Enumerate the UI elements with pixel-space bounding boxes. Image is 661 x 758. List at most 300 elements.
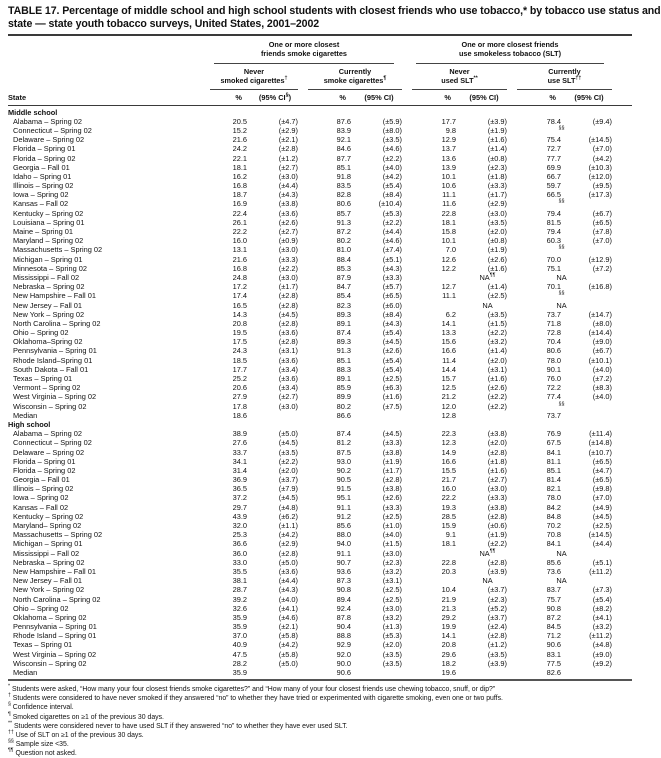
ci-cell: (±1.1) [278, 521, 298, 531]
ci-cell: (±7.9) [278, 484, 298, 494]
ci-cell: (±3.2) [592, 622, 612, 632]
percent-cell: 70.4 [546, 337, 561, 347]
percent-cell: 13.3 [441, 328, 456, 338]
ci-cell: (±4.0) [592, 392, 612, 402]
ci-cell [459, 411, 509, 420]
ci-cell: (±11.4) [589, 429, 612, 439]
ci-cell: (±6.7) [592, 208, 612, 218]
ci-cell: (±9.2) [592, 658, 612, 668]
ci-cell: (±2.2) [278, 263, 298, 273]
ci-cell: (±4.5) [382, 337, 402, 347]
percent-cell: 12.3 [441, 438, 456, 448]
percent-cell: 84.1 [546, 447, 561, 457]
percent-cell: 19.5 [232, 328, 247, 338]
table-row [8, 264, 632, 273]
percent-cell: 85.3 [336, 263, 351, 273]
ci-cell: (±14.4) [588, 328, 612, 338]
state-cell: Wisconsin – Spring 02 [13, 401, 87, 411]
ci-cell: (±1.5) [382, 539, 402, 549]
ci-cell: (±5.4) [382, 364, 402, 374]
state-cell: Texas – Spring 01 [13, 640, 73, 650]
state-cell: Alabama – Spring 02 [13, 429, 83, 439]
ci-cell: (±4.0) [382, 530, 402, 540]
footnote-marker: ¶ [8, 711, 11, 718]
table-row [8, 631, 632, 640]
percent-cell: 87.4 [336, 328, 351, 338]
ci-cell: (±3.3) [382, 438, 402, 448]
ci-cell: (±14.5) [588, 135, 612, 145]
ci-cell: (±2.5) [592, 521, 612, 531]
ci-cell: (±3.6) [278, 208, 298, 218]
ci-cell: (±4.6) [382, 144, 402, 154]
percent-cell: 78.0 [546, 355, 561, 365]
table-row [8, 291, 632, 300]
ci-cell: (±4.5) [278, 309, 298, 319]
percent-cell: 24.3 [232, 346, 247, 356]
ci-cell: (±4.2) [382, 171, 402, 181]
ci-cell: (±5.9) [382, 116, 402, 126]
percent-cell: 17.7 [232, 364, 247, 374]
ci-cell: (±4.1) [278, 603, 298, 613]
ci-cell: (±3.2) [487, 337, 507, 347]
percent-cell: 72.8 [546, 328, 561, 338]
percent-cell: 17.5 [232, 337, 247, 347]
ci-cell: (±0.6) [487, 521, 507, 531]
percent-cell: 19.6 [441, 668, 456, 678]
percent-cell: 88.4 [336, 254, 351, 264]
state-cell: Minnesota – Spring 02 [13, 263, 87, 273]
percent-cell: 81.1 [546, 456, 561, 466]
special-value-cell: §§ [558, 244, 565, 251]
state-cell: Florida – Spring 01 [13, 456, 76, 466]
percent-cell: 78.4 [546, 116, 561, 126]
ci-cell: (±8.4) [382, 309, 402, 319]
percent-cell: 87.8 [336, 612, 351, 622]
percent-cell: 37.0 [232, 631, 247, 641]
footnote: ** Students were considered never to have used SLT if they answered “no” to whether they have ever used SLT. [8, 720, 348, 730]
table-row [8, 301, 632, 310]
percent-cell: 81.5 [546, 217, 561, 227]
ci-cell: (±2.2) [487, 392, 507, 402]
ci-cell: (±3.1) [487, 364, 507, 374]
percent-cell: 14.1 [441, 318, 456, 328]
table-row [8, 668, 632, 677]
percent-cell: 17.4 [232, 291, 247, 301]
ci-cell: (±2.0) [382, 640, 402, 650]
state-cell: Nebraska – Spring 02 [13, 282, 85, 292]
ci-cell: (±11.2) [589, 566, 612, 576]
ci-cell: (±3.3) [487, 181, 507, 191]
ci-cell: (±4.5) [592, 511, 612, 521]
ci-cell [250, 411, 300, 420]
table-row [8, 613, 632, 622]
state-cell: Vermont – Spring 02 [13, 383, 81, 393]
percent-cell: 24.8 [232, 272, 247, 282]
table-row [8, 255, 632, 264]
ci-cell: (±2.8) [487, 447, 507, 457]
percent-cell: 89.1 [336, 318, 351, 328]
table-row [8, 622, 632, 631]
ci-cell: (±4.8) [278, 502, 298, 512]
percent-cell: 67.5 [546, 438, 561, 448]
ci-cell [250, 668, 300, 677]
percent-cell: 16.2 [232, 171, 247, 181]
percent-cell: 22.2 [232, 227, 247, 237]
table-row [8, 585, 632, 594]
special-value-cell: NA [556, 548, 567, 558]
state-cell: Florida – Spring 01 [13, 144, 76, 154]
percent-cell: 87.2 [336, 227, 351, 237]
col-never-used-slt: Never used SLT** [404, 64, 509, 90]
ci-cell: (±6.2) [278, 511, 298, 521]
percent-cell: 10.1 [441, 171, 456, 181]
state-cell: New Hampshire – Fall 01 [13, 291, 96, 301]
ci-cell: (±1.2) [487, 640, 507, 650]
state-cell: Wisconsin – Spring 02 [13, 658, 87, 668]
ci-cell: (±10.7) [588, 447, 612, 457]
percent-cell: 70.0 [546, 254, 561, 264]
footnote-marker: ¶ [383, 75, 387, 82]
state-cell: New Jersey – Fall 01 [13, 576, 83, 586]
ci-cell: (±2.8) [278, 291, 298, 301]
table-row [8, 392, 632, 401]
footnote-marker: †† [8, 729, 14, 736]
percent-cell: 80.6 [336, 199, 351, 209]
ci-cell: (±2.2) [382, 153, 402, 163]
state-cell: Pennsylvania – Spring 01 [13, 346, 97, 356]
table-row [8, 539, 632, 548]
ci-cell: (±5.4) [592, 594, 612, 604]
table-row [8, 374, 632, 383]
ci-cell: (±3.0) [278, 272, 298, 282]
ci-cell: (±4.3) [278, 585, 298, 595]
percent-cell: 20.6 [232, 383, 247, 393]
ci-cell: (±3.9) [487, 658, 507, 668]
table-row [8, 328, 632, 337]
ci-cell: (±2.3) [487, 594, 507, 604]
percent-cell: 80.6 [546, 346, 561, 356]
percent-cell: 29.2 [441, 612, 456, 622]
ci-cell: (±7.0) [592, 144, 612, 154]
percent-cell: 12.9 [441, 135, 456, 145]
ci-cell: (±2.2) [487, 328, 507, 338]
ci-cell: (±4.7) [278, 116, 298, 126]
state-cell: Kansas – Fall 02 [13, 199, 69, 209]
percent-cell: 87.9 [336, 272, 351, 282]
ci-cell: (±5.0) [278, 658, 298, 668]
percent-cell: 83.5 [336, 181, 351, 191]
ci-cell: (±2.5) [382, 594, 402, 604]
ci-cell: (±1.9) [487, 245, 507, 255]
footnote-marker: ** [473, 75, 478, 82]
percent-cell: 22.8 [441, 208, 456, 218]
percent-cell: 18.1 [441, 539, 456, 549]
ci-cell: (±1.8) [487, 456, 507, 466]
state-cell: Kansas – Fall 02 [13, 502, 69, 512]
state-cell: South Dakota – Fall 01 [13, 364, 89, 374]
ci-cell: (±5.0) [278, 557, 298, 567]
ci-cell: (±1.2) [278, 153, 298, 163]
table-row [8, 383, 632, 392]
ci-cell: (±1.5) [487, 318, 507, 328]
ci-cell: (±1.8) [487, 171, 507, 181]
percent-cell: 66.5 [546, 190, 561, 200]
percent-cell: 87.5 [336, 447, 351, 457]
table-row [8, 448, 632, 457]
special-value-cell: NA [556, 300, 567, 310]
table-row [8, 567, 632, 576]
percent-cell: 14.4 [441, 364, 456, 374]
percent-cell: 82.3 [336, 300, 351, 310]
percent-cell: 76.0 [546, 374, 561, 384]
percent-cell: 85.6 [336, 521, 351, 531]
ci-cell: (±5.7) [382, 282, 402, 292]
percent-cell: 66.7 [546, 171, 561, 181]
ci-cell: (±2.5) [382, 374, 402, 384]
table-row [8, 411, 632, 420]
footnote: §§ Sample size <35. [8, 738, 69, 748]
percent-cell: 27.9 [232, 392, 247, 402]
percent-cell: 38.1 [232, 576, 247, 586]
footnotes [8, 685, 632, 758]
percent-cell: 27.6 [232, 438, 247, 448]
ci-cell: (±5.3) [382, 208, 402, 218]
percent-cell: 35.9 [232, 612, 247, 622]
state-cell: West Virginia – Spring 02 [13, 649, 97, 659]
percent-cell: 90.8 [546, 603, 561, 613]
pct-header: % [339, 92, 346, 102]
ci-cell: (±7.2) [592, 374, 612, 384]
percent-cell: 83.9 [336, 125, 351, 135]
table-row [8, 163, 632, 172]
state-cell: Maine – Spring 01 [13, 227, 73, 237]
percent-cell: 87.6 [336, 116, 351, 126]
ci-cell: (±2.7) [278, 162, 298, 172]
percent-cell: 89.9 [336, 392, 351, 402]
footnote-marker: † [8, 693, 11, 700]
ci-cell: (±10.4) [378, 199, 402, 209]
percent-cell: 47.5 [232, 649, 247, 659]
table-row [8, 356, 632, 365]
ci-cell: (±3.0) [278, 245, 298, 255]
ci-cell: (±2.1) [278, 622, 298, 632]
percent-cell: 70.8 [546, 530, 561, 540]
percent-cell: 16.0 [232, 236, 247, 246]
percent-cell: 22.4 [232, 208, 247, 218]
section-label: High school [8, 419, 51, 429]
ci-cell: (±1.7) [487, 190, 507, 200]
footnote-marker: § [285, 92, 289, 99]
percent-cell: 72.7 [546, 144, 561, 154]
state-cell: Michigan – Spring 01 [13, 254, 83, 264]
table-row [8, 530, 632, 539]
ci-cell: (±3.5) [382, 649, 402, 659]
percent-cell: 15.5 [441, 465, 456, 475]
percent-cell: 88.0 [336, 530, 351, 540]
ci-cell: (±3.9) [487, 116, 507, 126]
footnote: † Students were considered to have never smoked if they answered “no” to whether they have tried or experimented with cigarette smoking, even one or two puffs. [8, 693, 503, 703]
header-spacer [8, 36, 202, 64]
ci-cell: (±3.5) [487, 309, 507, 319]
table-row [8, 466, 632, 475]
percent-cell: 15.7 [441, 374, 456, 384]
state-cell: West Virginia – Spring 02 [13, 392, 97, 402]
ci-cell: (±4.1) [592, 612, 612, 622]
ci-cell: (±3.1) [278, 346, 298, 356]
state-cell: Massachusetts – Spring 02 [13, 530, 103, 540]
ci-cell: (±3.6) [278, 566, 298, 576]
ci-cell: (±4.9) [592, 502, 612, 512]
state-cell: Connecticut – Spring 02 [13, 125, 92, 135]
table-title-line-1: TABLE 17. Percentage of middle school and high school students with closest friends who use tobacco,* by tobacco use status and [8, 5, 661, 17]
table-row [8, 521, 632, 530]
table-row [8, 190, 632, 199]
pct-header: % [549, 92, 556, 102]
special-value-cell: NA [482, 576, 493, 586]
ci-cell: (±4.0) [278, 594, 298, 604]
ci-cell: (±1.4) [487, 346, 507, 356]
percent-cell: 15.2 [232, 125, 247, 135]
percent-cell: 16.8 [232, 181, 247, 191]
table-row [8, 650, 632, 659]
table-title [8, 5, 661, 31]
footnote: ¶¶ Question not asked. [8, 747, 77, 757]
percent-cell: 80.2 [336, 401, 351, 411]
table-row [8, 282, 632, 291]
ci-cell: (±3.0) [278, 401, 298, 411]
ci-cell: (±3.6) [278, 355, 298, 365]
ci-cell: (±9.0) [592, 337, 612, 347]
percent-cell: 91.8 [336, 171, 351, 181]
ci-cell: (±5.0) [278, 429, 298, 439]
percent-cell: 92.0 [336, 649, 351, 659]
ci-cell: (±2.2) [278, 456, 298, 466]
ci-cell: (±3.5) [382, 135, 402, 145]
percent-cell: 95.1 [336, 493, 351, 503]
ci-cell: (±5.4) [382, 328, 402, 338]
state-cell: Michigan – Spring 01 [13, 539, 83, 549]
percent-cell: 31.4 [232, 465, 247, 475]
ci-cell: (±3.0) [278, 171, 298, 181]
ci-cell: (±4.0) [382, 162, 402, 172]
percent-cell: 16.8 [232, 263, 247, 273]
percent-cell: 90.2 [336, 465, 351, 475]
percent-cell: 81.2 [336, 438, 351, 448]
state-cell: Kentucky – Spring 02 [13, 511, 84, 521]
percent-cell: 84.2 [546, 502, 561, 512]
ci-cell: (±5.4) [382, 355, 402, 365]
ci-cell: (±7.0) [592, 236, 612, 246]
percent-cell: 78.0 [546, 493, 561, 503]
percent-cell: 75.1 [546, 263, 561, 273]
percent-cell: 90.0 [336, 658, 351, 668]
special-value-cell: §§ [558, 290, 565, 297]
ci-cell: (±5.1) [592, 557, 612, 567]
percent-cell: 7.0 [445, 245, 456, 255]
table-row [8, 457, 632, 466]
ci-cell: (±6.5) [592, 475, 612, 485]
ci-cell: (±2.0) [487, 438, 507, 448]
footnote-marker: † [284, 75, 288, 82]
ci-header: (95% CI) [574, 92, 604, 102]
percent-cell: 73.7 [546, 309, 561, 319]
ci-cell: (±0.8) [487, 236, 507, 246]
percent-cell: 16.9 [232, 199, 247, 209]
state-cell: Mississippi – Fall 02 [13, 272, 80, 282]
ci-cell: (±2.1) [278, 135, 298, 145]
ci-cell: (±2.8) [382, 475, 402, 485]
table-row [8, 319, 632, 328]
ci-header: (95% CI) [364, 92, 394, 102]
percent-cell: 87.3 [336, 576, 351, 586]
percent-cell: 81.0 [336, 245, 351, 255]
ci-cell: (±3.6) [278, 374, 298, 384]
percent-cell: 83.7 [546, 585, 561, 595]
footnote: * Students were asked, “How many your four closest friends smoke cigarettes?” and “How many of your four closest friends use chewing tobacco, snuff, or dip?” [8, 683, 496, 694]
percent-cell: 84.7 [336, 282, 351, 292]
ci-cell: (±7.8) [592, 227, 612, 237]
ci-cell: (±9.4) [592, 116, 612, 126]
ci-cell: (±4.6) [382, 236, 402, 246]
ci-cell: (±3.3) [278, 254, 298, 264]
ci-cell: (±14.5) [588, 530, 612, 540]
ci-cell: (±2.0) [278, 465, 298, 475]
percent-cell: 25.3 [232, 530, 247, 540]
percent-cell: 37.2 [232, 493, 247, 503]
percent-cell: 85.4 [336, 291, 351, 301]
state-cell: Oklahoma – Spring 02 [13, 612, 87, 622]
percent-cell: 18.1 [232, 162, 247, 172]
percent-cell: 21.6 [232, 254, 247, 264]
table-row [8, 640, 632, 649]
ci-cell: (±2.7) [487, 475, 507, 485]
table-row [8, 576, 632, 585]
table-row [8, 558, 632, 567]
ci-cell: (±10.3) [588, 162, 612, 172]
percent-cell: 33.0 [232, 557, 247, 567]
ci-cell: (±3.7) [278, 475, 298, 485]
ci-cell: (±2.9) [278, 125, 298, 135]
percent-cell: 80.2 [336, 236, 351, 246]
table-row [8, 595, 632, 604]
footnote: †† Use of SLT on ≥1 of the previous 30 days. [8, 729, 144, 739]
footnote-marker: §§ [8, 738, 14, 745]
percent-cell: 36.5 [232, 484, 247, 494]
state-cell: Delaware – Spring 02 [13, 135, 85, 145]
percent-cell: 11.4 [442, 355, 456, 365]
table-row [8, 218, 632, 227]
ci-cell: (±2.4) [487, 622, 507, 632]
state-cell: Louisiana – Spring 01 [13, 217, 85, 227]
ci-cell: (±0.9) [278, 236, 298, 246]
percent-cell: 77.7 [546, 153, 561, 163]
percent-cell: 18.5 [232, 355, 247, 365]
percent-cell: 87.2 [546, 612, 561, 622]
ci-cell: (±7.3) [592, 585, 612, 595]
percent-cell: 91.1 [336, 502, 351, 512]
col-currently-smoke: Currently smoke cigarettes¶ [300, 64, 404, 90]
percent-cell: 90.6 [546, 640, 561, 650]
percent-cell: 72.2 [546, 383, 561, 393]
ci-cell: (±11.2) [589, 631, 612, 641]
ci-cell: (±3.2) [382, 566, 402, 576]
percent-cell: 28.5 [441, 511, 456, 521]
ci-cell: (±16.8) [588, 282, 612, 292]
ci-cell [564, 668, 614, 677]
ci-cell: (±4.5) [278, 438, 298, 448]
ci-cell: (±12.9) [588, 254, 612, 264]
ci-header-with-marker: (95% CI§) [258, 92, 292, 102]
